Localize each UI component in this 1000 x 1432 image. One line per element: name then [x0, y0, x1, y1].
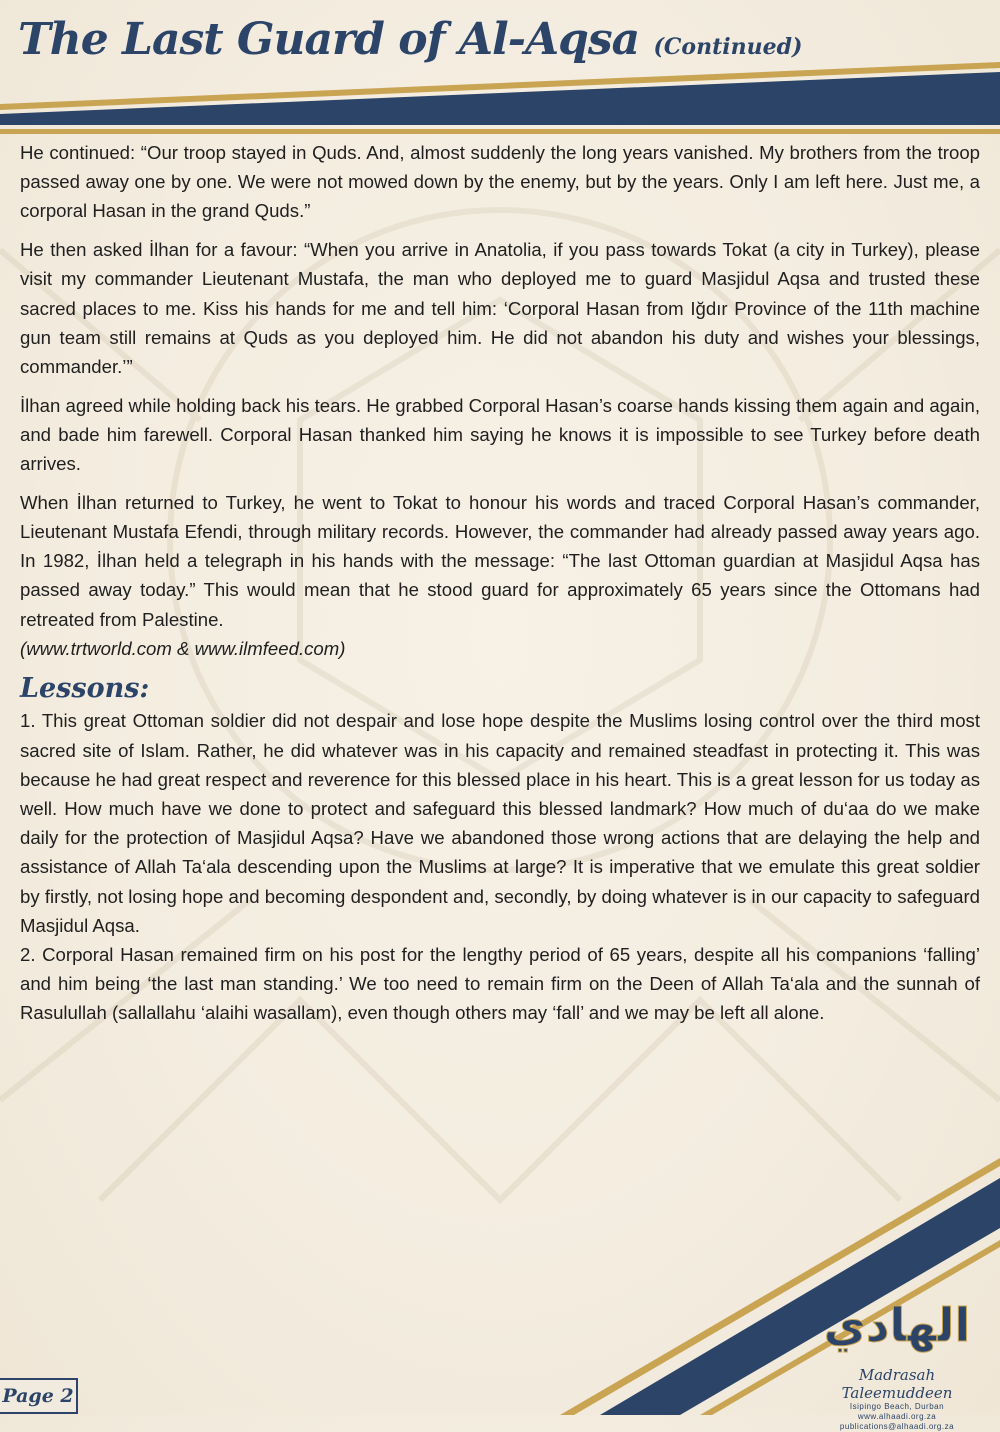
title-subtitle: (Continued) [653, 34, 803, 60]
paragraph: When İlhan returned to Turkey, he went to Tokat to honour his words and traced Corporal Hasan’s commander, Lieutenant Mustafa Efendi, through military records. However, the commander had already passed away years ago. In 1982, İlhan held a telegraph in his hands with the message: “The last Ottoman guardian at Masjidul Aqsa has passed away today.” This would mean that he stood guard for approximately 65 years since the Ottomans had retreated from Palestine. [20, 491, 980, 630]
title-text: The Last Guard of Al-Aqsa [18, 14, 640, 65]
page-number: Page 2 [0, 1378, 78, 1414]
paragraph: He continued: “Our troop stayed in Quds. And, almost suddenly the long years vanished. My brothers from the troop passed away one by one. We were not mowed down by the enemy, but by the years. Only I am left here. Just me, a corporal Hasan in the grand Quds.” [20, 142, 980, 222]
paragraph: He then asked İlhan for a favour: “When you arrive in Anatolia, if you pass towards Tokat (a city in Turkey), please visit my commander Lieutenant Mustafa, the man who deployed me to guard Masjidul Aqsa and trusted these sacred places to me. Kiss his hands for me and tell him: ‘Corporal Hasan from Iğdır Province of the 11th machine gun team still remains at Quds as you deployed him. He did not abandon his duty and wishes your blessings, commander.’” [20, 239, 980, 377]
organization-branding [802, 1290, 992, 1432]
paragraph: İlhan agreed while holding back his tears. He grabbed Corporal Hasan’s coarse hands kissing them again and again, and bade him farewell. Corporal Hasan thanked him saying he knows it is impossible to see Turkey before death arrives. [20, 394, 980, 475]
organization-email: publications@alhaadi.org.za [839, 1422, 955, 1431]
alhaadi-logo: الهادي [823, 1298, 971, 1352]
organization-website: www.alhaadi.org.za [857, 1412, 937, 1421]
lessons-heading: Lessons: [20, 673, 150, 705]
lesson-item: 1. This great Ottoman soldier did not despair and lose hope despite the Muslims losing control over the third most sacred site of Islam. Rather, he did whatever was in his capacity and remained steadfast in protecting it. This was because he had great respect and reverence for this blessed place in his heart. This is a great lesson for us today as well. How much have we done to protect and safeguard this blessed landmark? How much of du‘aa do we make daily for the protection of Masjidul Aqsa? Have we abandoned those wrong actions that are delaying the help and assistance of Allah Ta‘ala descending upon the Muslims at large? It is imperative that we emulate this great soldier by firstly, not losing hope and becoming despondent and, secondly, by doing whatever is in our capacity to safeguard Masjidul Aqsa. [20, 710, 980, 936]
source-citation: (www.trtworld.com & www.ilmfeed.com) [20, 637, 346, 659]
organization-name: Madrasah Taleemuddeen [841, 1366, 953, 1402]
organization-location: Isipingo Beach, Durban [849, 1402, 945, 1411]
lesson-item: 2. Corporal Hasan remained firm on his post for the lengthy period of 65 years, despite all his companions ‘falling’ and him being ‘the last man standing.’ We too need to remain firm on the Deen of Allah Ta‘ala and the sunnah of Rasulullah (sallallahu ‘alaihi wasallam), even though others may ‘fall’ and we may be left all alone. [20, 944, 980, 1024]
